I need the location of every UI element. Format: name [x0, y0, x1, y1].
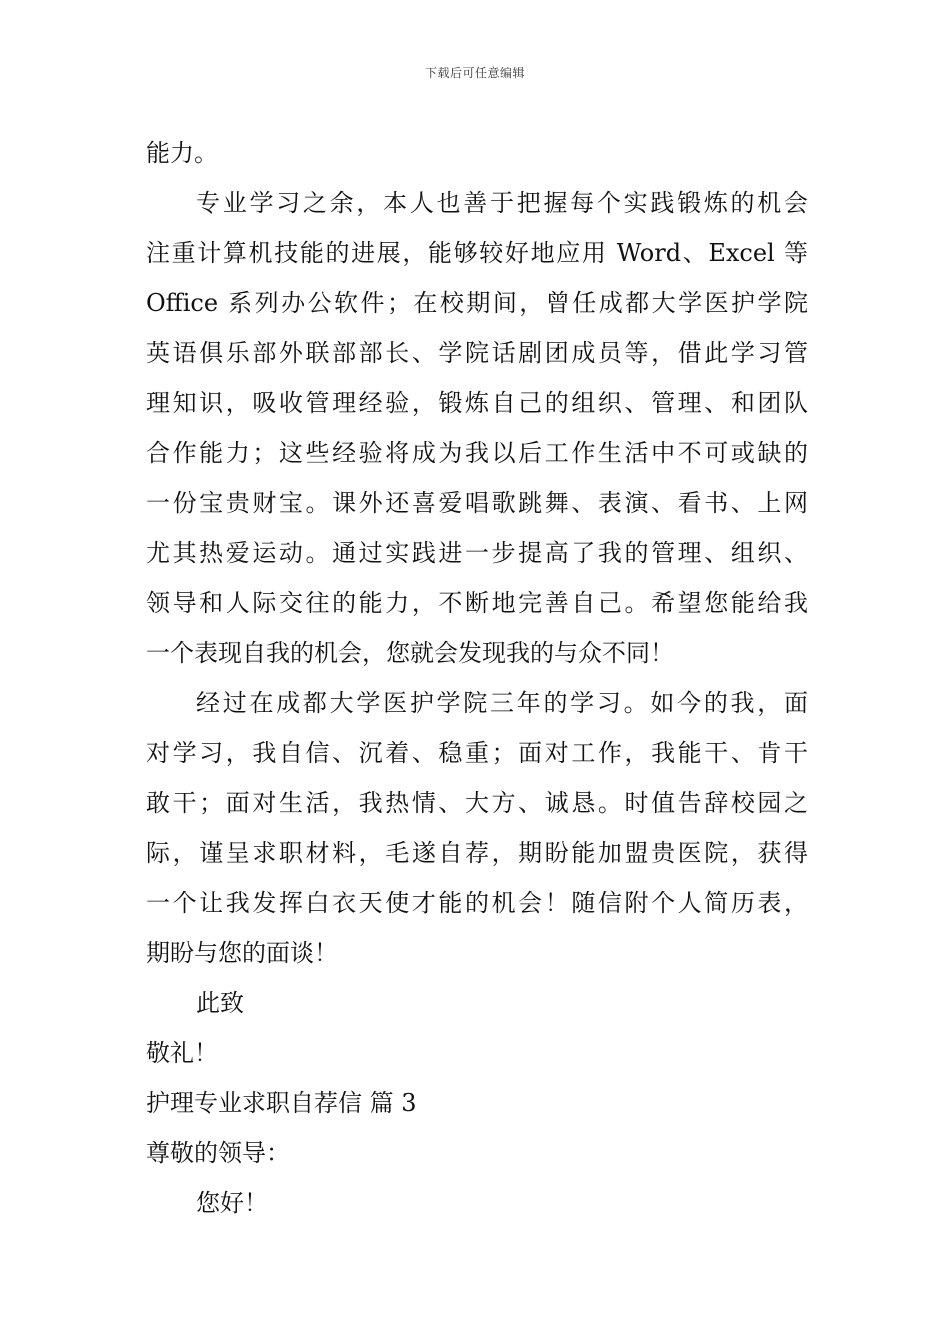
text-line: 期盼与您的面谈！ [146, 939, 338, 967]
letter-body [146, 128, 808, 1228]
closing-regards: 敬礼！ [146, 1039, 218, 1067]
section-title: 护理专业求职自荐信 篇 3 [146, 1089, 417, 1117]
text-line: 能力。 [146, 139, 218, 167]
text-line: 一份宝贵财宝。课外还喜爱唱歌跳舞、表演、看书、上网 [146, 489, 808, 517]
text-line: 际，谨呈求职材料，毛遂自荐，期盼能加盟贵医院，获得 [146, 839, 808, 867]
greeting-addressee: 尊敬的领导： [146, 1139, 290, 1167]
text-line: 一个让我发挥白衣天使才能的机会！随信附个人简历表， [146, 889, 808, 917]
text-line: 一个表现自我的机会，您就会发现我的与众不同！ [146, 639, 674, 667]
text-line: 对学习，我自信、沉着、稳重；面对工作，我能干、肯干 [146, 739, 808, 767]
greeting: 您好！ [196, 1189, 268, 1217]
text-line: 经过在成都大学医护学院三年的学习。如今的我，面 [196, 689, 808, 717]
text-line: Office 系列办公软件；在校期间，曾任成都大学医护学院 [146, 289, 808, 317]
text-line: 注重计算机技能的进展，能够较好地应用 Word、Excel 等 [146, 239, 808, 267]
text-line: 专业学习之余，本人也善于把握每个实践锻炼的机会 [196, 189, 808, 217]
closing-salutation: 此致 [196, 989, 244, 1017]
text-line: 敢干；面对生活，我热情、大方、诚恳。时值告辞校园之 [146, 789, 808, 817]
text-line: 尤其热爱运动。通过实践进一步提高了我的管理、组织、 [146, 539, 808, 567]
text-line: 合作能力；这些经验将成为我以后工作生活中不可或缺的 [146, 439, 808, 467]
header-note: 下载后可任意编辑 [424, 66, 525, 80]
text-line: 理知识，吸收管理经验，锻炼自己的组织、管理、和团队 [146, 389, 808, 417]
text-line: 英语俱乐部外联部部长、学院话剧团成员等，借此学习管 [146, 339, 808, 367]
text-line: 领导和人际交往的能力，不断地完善自己。希望您能给我 [146, 589, 808, 617]
